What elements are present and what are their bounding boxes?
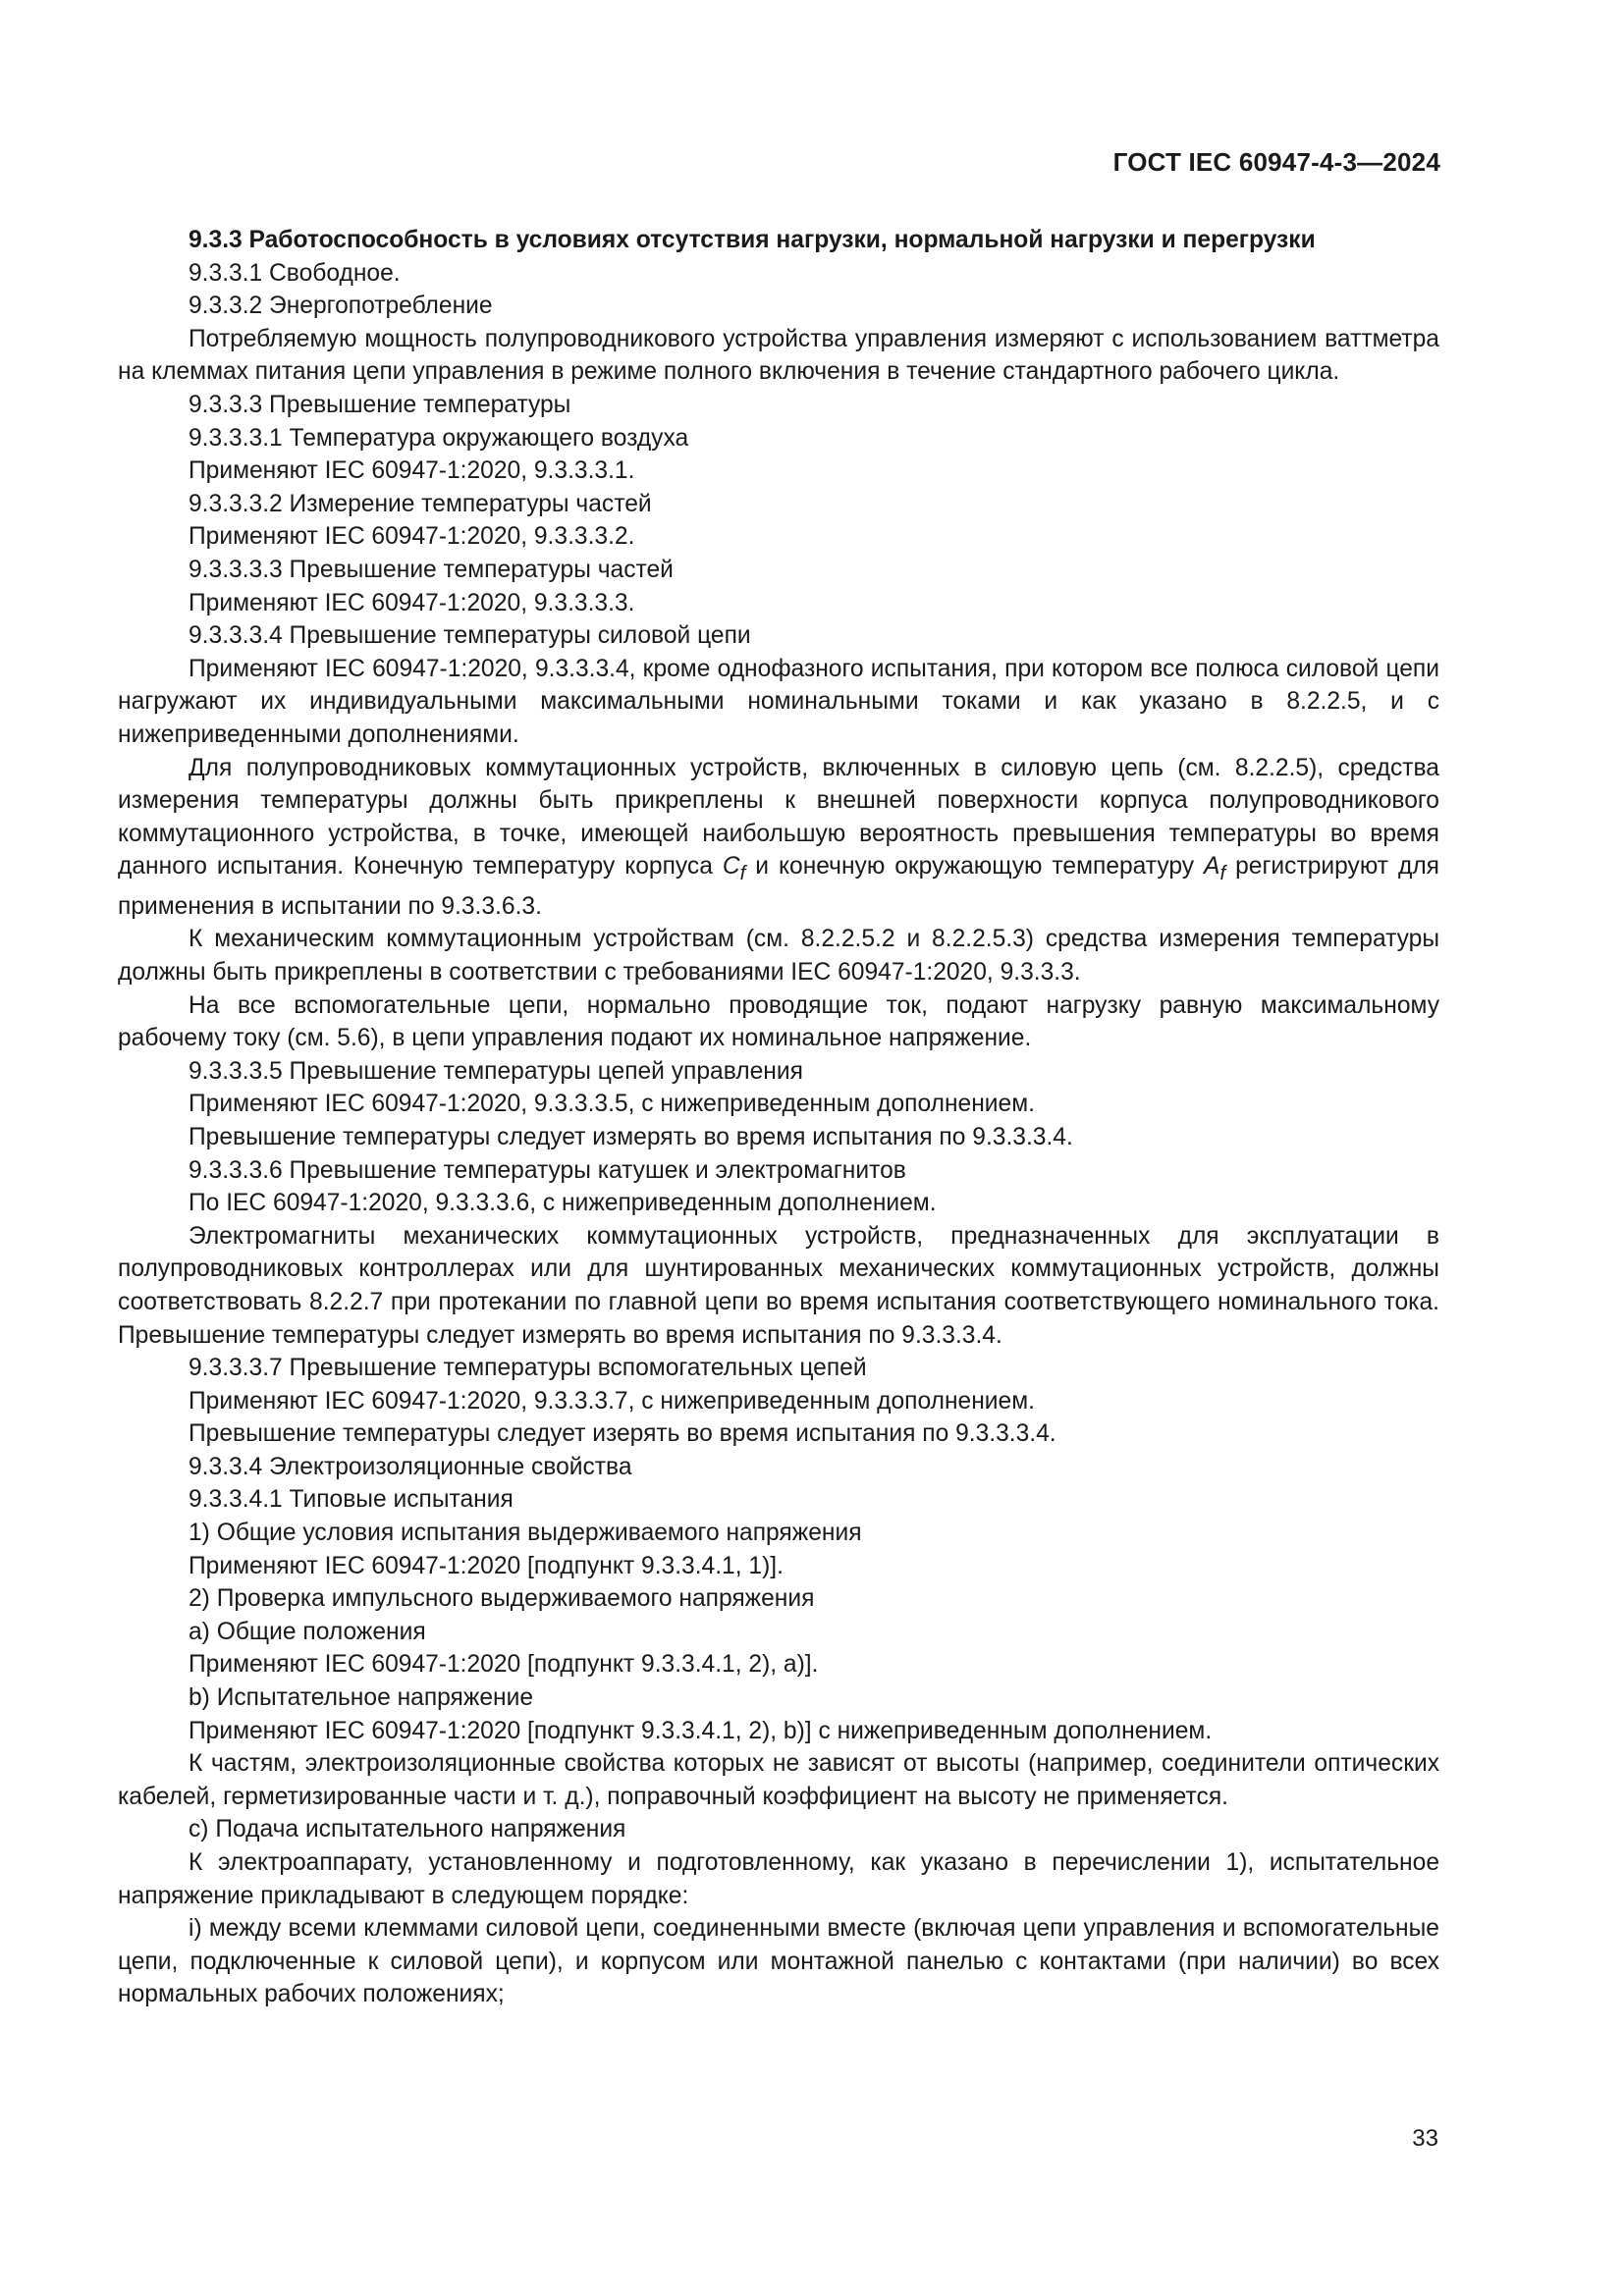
paragraph: Применяют IEC 60947-1:2020, 9.3.3.3.3.: [189, 589, 635, 616]
clause-heading: 9.3.3.3.4 Превышение температуры силовой цепи: [189, 622, 751, 650]
text-run: регистрируют для применения в испытании по 9.3.3.6.3.: [118, 853, 1439, 920]
page-number: 33: [1412, 2125, 1438, 2152]
clause-heading: 9.3.3.2 Энергопотребление: [189, 293, 493, 320]
list-item: i) между всеми клеммами силовой цепи, соединенными вместе (включая цепи управления и вспомогательные цепи, подключенные к силовой цепи), и корпусом или монтажной панелью с контактами (при наличии) во всех нормальных рабочих положениях;: [118, 1915, 1439, 2008]
paragraph: На все вспомогательные цепи, нормально проводящие ток, подают нагрузку равную максимальному рабочему току (см. 5.6), в цепи управления подают их номинальное напряжение.: [118, 991, 1439, 1052]
paragraph: Превышение температуры следует измерять во время испытания по 9.3.3.3.4.: [189, 1123, 1073, 1150]
list-item: 2) Проверка импульсного выдерживаемого напряжения: [189, 1585, 815, 1613]
clause-heading: 9.3.3.3.2 Измерение температуры частей: [189, 490, 652, 517]
paragraph: Электромагниты механических коммутационных устройств, предназначенных для эксплуатации в полупроводниковых контроллерах или для шунтированных механических коммутационных устройств, должны соответствовать 8.2.2.7 при протекании по главной цепи во время испытания соответствующего номинального тока. Превышение температуры следует измерять во время испытания по 9.3.3.3.4.: [118, 1222, 1439, 1349]
document-header: ГОСТ IEC 60947-4-3—2024: [1112, 147, 1440, 177]
document-body: [118, 224, 1439, 2011]
paragraph: К частям, электроизоляционные свойства которых не зависят от высоты (например, соединители оптических кабелей, герметизированные части и т. д.), поправочный коэффициент на высоту не применяется.: [118, 1750, 1439, 1810]
paragraph: Применяют IEC 60947-1:2020, 9.3.3.3.5, с нижеприведенным дополнением.: [189, 1091, 1035, 1118]
list-item: a) Общие положения: [189, 1618, 426, 1645]
text-run: и конечную окружающую температуру: [745, 853, 1205, 881]
clause: 9.3.3.1 Свободное.: [189, 259, 401, 287]
symbol-subscript: f: [739, 862, 746, 885]
list-item: c) Подача испытательного напряжения: [189, 1816, 626, 1843]
text-run: Для полупроводниковых коммутационных устройств, включенных в силовую цепь (см. 8.2.2.5), средства измерения температуры должны быть прикреплены к внешней поверхности корпуса полупроводникового коммутационного устройства, в точке, имеющей наибольшую вероятность превышения температуры во время данного испытания. Конечную температуру корпуса: [118, 754, 1439, 881]
clause-heading: 9.3.3.3.6 Превышение температуры катушек и электромагнитов: [189, 1156, 906, 1184]
clause-heading: 9.3.3.4.1 Типовые испытания: [189, 1486, 514, 1514]
paragraph: К механическим коммутационным устройствам (см. 8.2.2.5.2 и 8.2.2.5.3) средства измерения температуры должны быть прикреплены в соответствии с требованиями IEC 60947-1:2020, 9.3.3.3.: [118, 926, 1439, 986]
clause-heading: 9.3.3.3.7 Превышение температуры вспомогательных цепей: [189, 1355, 867, 1382]
paragraph: Применяют IEC 60947-1:2020 [подпункт 9.3.3.4.1, 1)].: [189, 1552, 784, 1579]
paragraph: По IEC 60947-1:2020, 9.3.3.3.6, с нижеприведенным дополнением.: [189, 1190, 937, 1217]
paragraph: Применяют IEC 60947-1:2020, 9.3.3.3.2.: [189, 523, 635, 551]
clause-heading: 9.3.3.3.1 Температура окружающего воздуха: [189, 424, 689, 452]
list-item: 1) Общие условия испытания выдерживаемого напряжения: [189, 1520, 862, 1547]
paragraph: Применяют IEC 60947-1:2020, 9.3.3.3.1.: [189, 457, 635, 485]
clause-heading: 9.3.3.3.5 Превышение температуры цепей управления: [189, 1057, 803, 1085]
paragraph: Потребляемую мощность полупроводникового устройства управления измеряют с использованием ваттметра на клеммах питания цепи управления в режиме полного включения в течение стандартного рабочего цикла.: [118, 325, 1439, 386]
clause-heading: 9.3.3.3 Превышение температуры: [189, 391, 571, 418]
clause-heading: 9.3.3.4 Электроизоляционные свойства: [189, 1453, 632, 1480]
section-heading: 9.3.3 Работоспособность в условиях отсутствия нагрузки, нормальной нагрузки и перегрузки: [189, 227, 1316, 253]
symbol-subscript: f: [1219, 862, 1226, 885]
paragraph: Применяют IEC 60947-1:2020 [подпункт 9.3.3.4.1, 2), b)] с нижеприведенным дополнением.: [189, 1717, 1213, 1744]
symbol-ambient-temperature: A: [1204, 853, 1220, 881]
list-item: b) Испытательное напряжение: [189, 1684, 534, 1712]
paragraph: К электроаппарату, установленному и подготовленному, как указано в перечислении 1), испытательное напряжение прикладывают в следующем порядке:: [118, 1849, 1439, 1909]
symbol-case-temperature: C: [722, 853, 740, 881]
paragraph: Превышение температуры следует изерять во время испытания по 9.3.3.3.4.: [189, 1420, 1056, 1448]
paragraph: Применяют IEC 60947-1:2020 [подпункт 9.3.3.4.1, 2), a)].: [189, 1651, 819, 1679]
paragraph: Применяют IEC 60947-1:2020, 9.3.3.3.4, кроме однофазного испытания, при котором все полюса силовой цепи нагружают их индивидуальными максимальными номинальными токами и как указано в 8.2.2.5, и с нижеприведенными дополнениями.: [118, 655, 1439, 748]
clause-heading: 9.3.3.3.3 Превышение температуры частей: [189, 556, 674, 583]
paragraph: Применяют IEC 60947-1:2020, 9.3.3.3.7, с нижеприведенным дополнением.: [189, 1387, 1035, 1415]
paragraph-with-symbols: [118, 752, 1439, 924]
